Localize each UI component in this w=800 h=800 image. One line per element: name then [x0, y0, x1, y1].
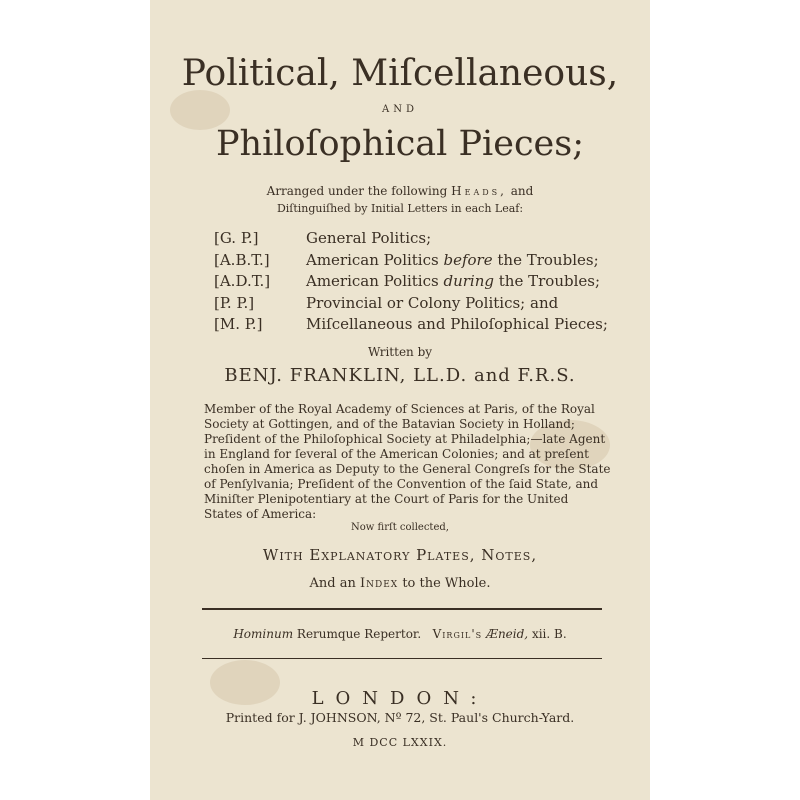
motto-source-ref: xii. B. [531, 627, 567, 641]
imprint-year: M DCC LXXIX. [352, 736, 448, 749]
heads-word: Heads, [451, 184, 507, 198]
credential-line: of Penſylvania; Preſident of the Convention of the ſaid State, and [204, 477, 599, 491]
arranged-and: and [510, 184, 534, 198]
credential-line: Preſident of the Philoſophical Society at Philadelphia;—late Agent [204, 432, 606, 446]
head-desc-text: the Troubles; [497, 250, 599, 269]
head-desc [306, 271, 600, 293]
credential-line: States of America: [204, 507, 317, 521]
explanatory-line: With Explanatory Plates, Notes, [262, 546, 538, 564]
head-desc: Provincial or Colony Politics; and [306, 293, 559, 312]
motto-source-work: Æneid, [485, 627, 529, 641]
bottom-rule [202, 658, 602, 659]
head-desc: General Politics; [306, 229, 432, 247]
arranged-text: Arranged under the following [266, 184, 448, 198]
head-code: [M. P.] [214, 315, 263, 333]
motto-line [150, 627, 650, 641]
index-word: Index [359, 576, 399, 591]
index-post: to the Whole. [402, 576, 491, 591]
credential-line: choſen in America as Deputy to the General Congreſs for the State [204, 462, 611, 476]
head-code: [P. P.] [214, 293, 255, 312]
index-pre: And an [309, 576, 356, 591]
imprint-printer: Printed for J. JOHNSON, Nº 72, St. Paul's Church-Yard. [225, 710, 575, 725]
head-desc-italic: during [443, 272, 494, 290]
and-line: AND [382, 104, 418, 115]
motto-source: Virgil's [432, 627, 483, 641]
motto-italic: Hominum [233, 627, 294, 641]
collected-line: Now firſt collected, [351, 522, 449, 533]
written-by: Written by [367, 345, 433, 359]
head-desc-text: the Troubles; [498, 272, 601, 290]
motto-text: Rerumque Repertor. [296, 627, 422, 641]
credential-line: Society at Gottingen, and of the Batavian Society in Holland; [204, 417, 575, 431]
credential-line: Member of the Royal Academy of Sciences at Paris, of the Royal [204, 402, 595, 416]
head-code: [A.B.T.] [214, 250, 270, 269]
arranged-line-1 [150, 184, 650, 198]
imprint-place: LONDON: [311, 688, 489, 709]
head-desc-text: American Politics [306, 272, 439, 290]
title-page [150, 0, 650, 800]
heads-row [214, 314, 614, 336]
index-line [150, 576, 650, 591]
head-code: [A.D.T.] [214, 272, 271, 290]
head-desc-italic: before [443, 250, 493, 269]
credential-line: in England for ſeveral of the American Colonies; and at preſent [204, 447, 589, 461]
credential-line: Miniſter Plenipotentiary at the Court of Paris for the United [204, 492, 569, 506]
heads-row [214, 250, 614, 272]
title-line-1: Political, Miſcellaneous, [181, 53, 619, 94]
heads-list [214, 228, 614, 336]
head-desc-text: American Politics [306, 250, 439, 269]
title-line-2: Philoſophical Pieces; [215, 124, 585, 164]
heads-row [214, 228, 614, 250]
author-credentials [204, 402, 611, 522]
head-desc [306, 250, 599, 272]
heads-row [214, 293, 614, 315]
top-rule [202, 608, 602, 610]
head-code: [G. P.] [214, 229, 259, 247]
heads-row [214, 271, 614, 293]
author-name: BENJ. FRANKLIN, LL.D. and F.R.S. [224, 365, 576, 386]
arranged-line-2: Diſtinguiſhed by Initial Letters in each Leaf: [276, 202, 524, 215]
head-desc: Miſcellaneous and Philoſophical Pieces; [306, 315, 608, 333]
